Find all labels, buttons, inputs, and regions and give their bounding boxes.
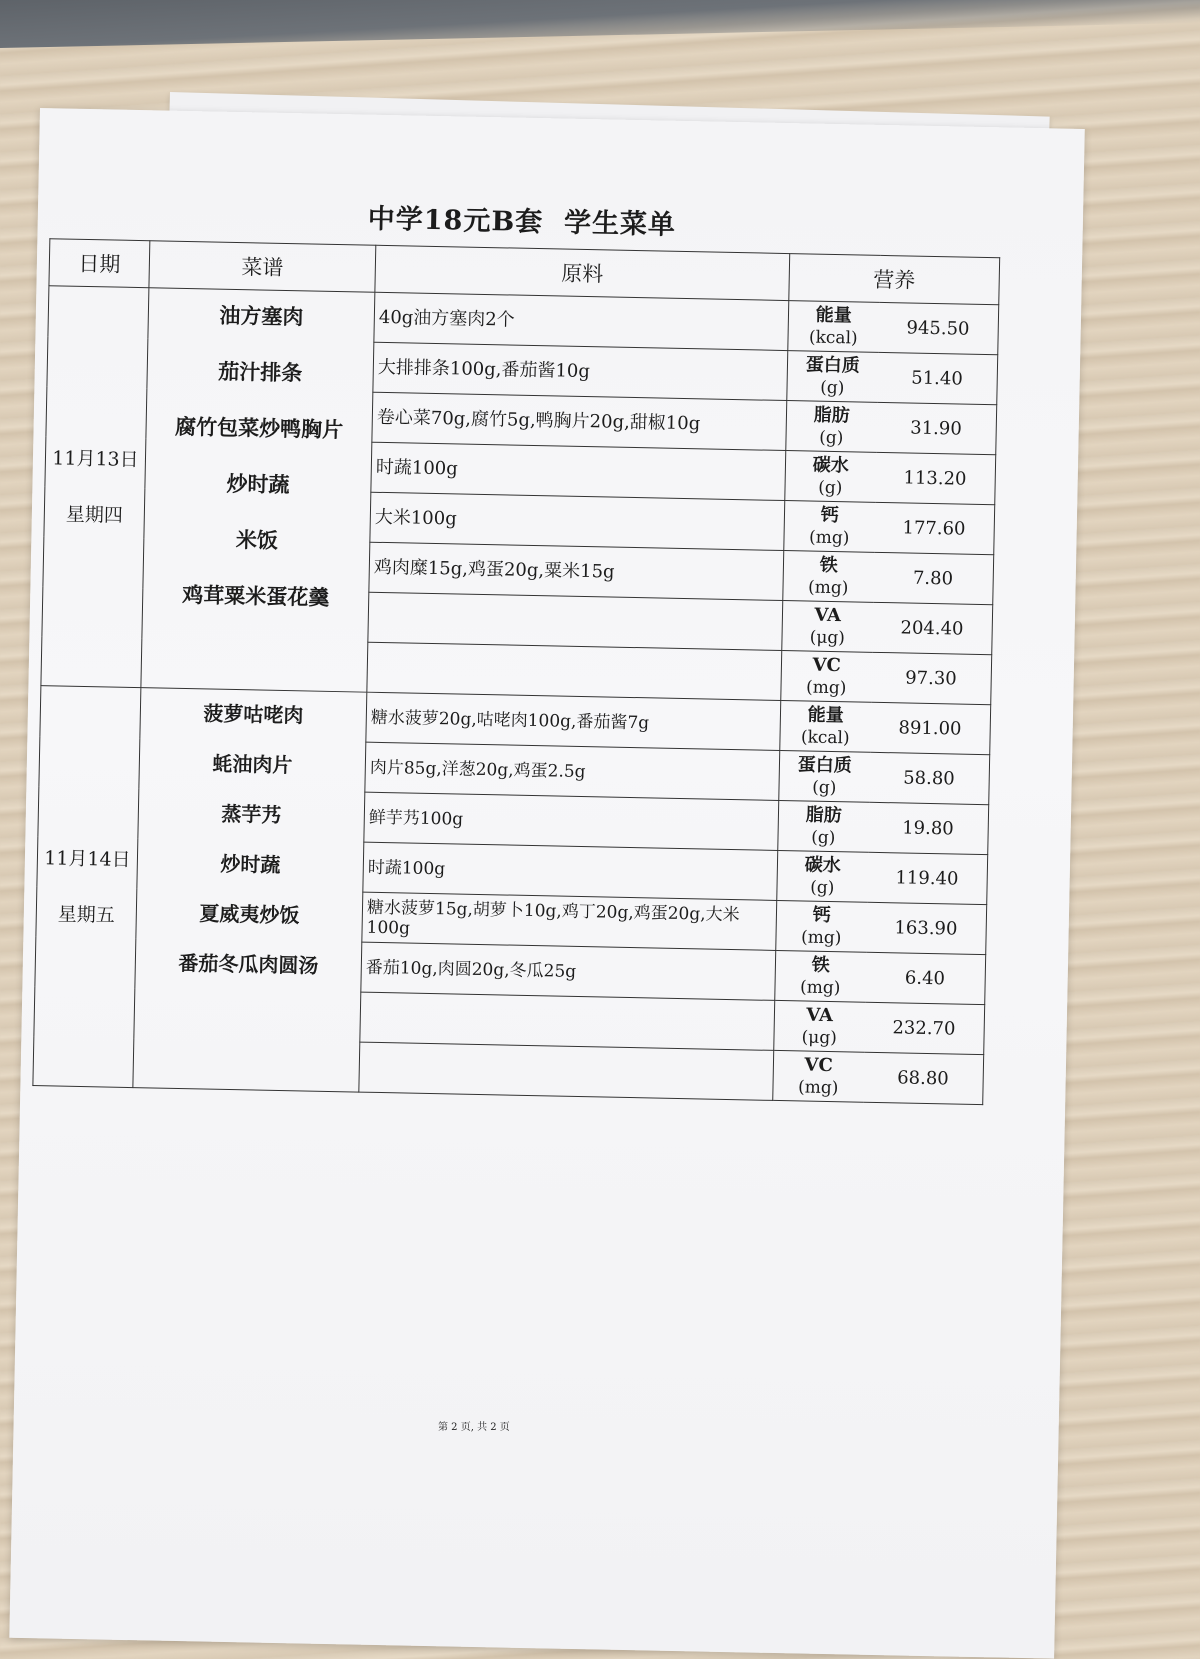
nutrient-label-cell xyxy=(779,750,870,802)
nutrient-name: 钙 xyxy=(812,904,831,926)
nutrient-name: 蛋白质 xyxy=(805,353,860,377)
date-cell xyxy=(33,686,141,1088)
nutrient-name: VA xyxy=(814,604,842,626)
dish-name: 番茄冬瓜肉圆汤 xyxy=(178,950,319,978)
nutrient-unit: (mg) xyxy=(805,676,847,698)
nutrient-label-cell xyxy=(781,650,872,702)
nutrient-value: 119.40 xyxy=(867,852,988,904)
ingredient-cell: 卷心菜70g,腐竹5g,鸭胸片20g,甜椒10g xyxy=(372,392,787,450)
nutrient-value: 6.40 xyxy=(865,952,986,1004)
nutrient-unit: (g) xyxy=(820,377,845,398)
date-text: 11月13日 xyxy=(52,446,139,471)
nutrient-unit: (mg) xyxy=(807,577,849,598)
nutrient-unit: (mg) xyxy=(799,976,841,998)
dish-name: 炒时蔬 xyxy=(220,851,281,877)
header-recipe: 菜谱 xyxy=(149,241,376,293)
nutrient-name: 蛋白质 xyxy=(797,753,852,776)
nutrient-unit: (μg) xyxy=(801,1026,838,1048)
nutrient-label-cell xyxy=(786,401,877,453)
weekday-text: 星期五 xyxy=(57,903,116,927)
ingredient-cell: 时蔬100g xyxy=(371,442,786,500)
nutrient-value: 891.00 xyxy=(870,702,991,754)
nutrient-unit: (g) xyxy=(809,877,835,898)
dish-name: 鸡茸粟米蛋花羹 xyxy=(182,581,330,610)
dish-name: 蚝油肉片 xyxy=(212,751,293,778)
nutrient-label-cell xyxy=(774,1000,865,1052)
ingredient-cell xyxy=(360,992,775,1050)
nutrient-value: 7.80 xyxy=(873,552,994,604)
dish-name: 菠萝咕咾肉 xyxy=(203,701,304,728)
dish-name: 蒸芋艿 xyxy=(221,801,282,827)
nutrient-unit: (mg) xyxy=(797,1076,839,1098)
nutrient-name: 碳水 xyxy=(804,854,841,876)
nutrient-value: 113.20 xyxy=(875,452,996,504)
ingredient-cell: 糖水菠萝20g,咕咾肉100g,番茄酱7g xyxy=(366,692,781,750)
nutrient-label-cell xyxy=(777,850,868,902)
recipe-cell xyxy=(133,688,367,1092)
nutrient-name: 能量 xyxy=(807,704,844,726)
ingredient-cell: 鸡肉糜15g,鸡蛋20g,粟米15g xyxy=(369,542,784,600)
dish-name: 油方塞肉 xyxy=(219,302,304,330)
nutrient-value: 97.30 xyxy=(871,652,992,704)
nutrient-name: 钙 xyxy=(820,504,839,526)
ingredient-cell: 大排排条100g,番茄酱10g xyxy=(373,342,788,400)
header-date: 日期 xyxy=(49,239,150,288)
nutrient-unit: (kcal) xyxy=(808,326,858,348)
ingredient-cell: 时蔬100g xyxy=(363,842,778,900)
nutrient-label-cell xyxy=(785,451,876,503)
dish-name: 夏威夷炒饭 xyxy=(199,901,300,928)
nutrient-name: VA xyxy=(806,1004,834,1026)
ingredient-cell xyxy=(359,1042,774,1100)
recipe-cell xyxy=(141,288,375,692)
dish-name: 米饭 xyxy=(235,527,279,553)
nutrient-unit: (g) xyxy=(818,477,843,498)
nutrient-value: 204.40 xyxy=(872,602,993,654)
header-ingredients: 原料 xyxy=(375,245,790,300)
dish-name: 茄汁排条 xyxy=(218,358,303,386)
nutrient-name: VC xyxy=(804,1054,834,1076)
nutrient-label-cell xyxy=(787,351,878,403)
nutrient-value: 232.70 xyxy=(864,1002,985,1054)
page-footer: 第 2 页, 共 2 页 xyxy=(438,1422,510,1433)
nutrient-value: 58.80 xyxy=(869,752,990,804)
nutrient-name: 脂肪 xyxy=(805,804,842,826)
nutrient-label-cell xyxy=(782,601,873,653)
nutrient-label-cell xyxy=(788,301,879,353)
nutrient-value: 19.80 xyxy=(868,802,989,854)
nutrient-name: VC xyxy=(812,654,842,676)
ingredient-cell: 肉片85g,洋葱20g,鸡蛋2.5g xyxy=(365,742,780,800)
menu-table xyxy=(32,238,1000,1105)
nutrient-name: 铁 xyxy=(819,554,838,576)
nutrient-label-cell xyxy=(780,700,871,752)
dish-name: 炒时蔬 xyxy=(226,470,290,498)
nutrient-label-cell xyxy=(783,551,874,603)
nutrient-unit: (μg) xyxy=(809,627,846,648)
nutrient-value: 51.40 xyxy=(877,352,998,404)
nutrient-unit: (kcal) xyxy=(800,726,850,748)
weekday-text: 星期四 xyxy=(65,503,124,527)
nutrient-value: 68.80 xyxy=(863,1052,984,1104)
nutrient-label-cell xyxy=(778,800,869,852)
menu-paper-sheet xyxy=(9,108,1084,1659)
nutrient-unit: (mg) xyxy=(800,926,842,948)
date-cell xyxy=(41,286,149,688)
nutrient-unit: (g) xyxy=(811,777,837,798)
ingredient-cell: 40g油方塞肉2个 xyxy=(374,292,789,350)
nutrient-value: 31.90 xyxy=(876,402,997,454)
nutrient-value: 177.60 xyxy=(874,502,995,554)
page-title: 中学18元B套 学生菜单 xyxy=(367,203,677,241)
nutrient-name: 能量 xyxy=(815,304,852,326)
monitor-edge xyxy=(0,0,1200,48)
ingredient-cell: 大米100g xyxy=(370,492,785,550)
ingredient-cell xyxy=(368,592,783,650)
nutrient-name: 脂肪 xyxy=(813,404,850,426)
nutrient-value: 163.90 xyxy=(866,902,987,954)
nutrient-unit: (g) xyxy=(819,427,844,448)
nutrient-value: 945.50 xyxy=(878,302,999,354)
nutrient-label-cell xyxy=(776,900,867,952)
nutrient-unit: (g) xyxy=(810,827,836,848)
nutrient-label-cell xyxy=(784,501,875,553)
nutrient-label-cell xyxy=(773,1050,864,1102)
ingredient-cell: 鲜芋艿100g xyxy=(364,792,779,850)
nutrient-unit: (mg) xyxy=(808,527,850,548)
nutrient-name: 铁 xyxy=(811,954,830,976)
ingredient-cell: 番茄10g,肉圆20g,冬瓜25g xyxy=(361,942,776,1000)
dish-name: 腐竹包菜炒鸭胸片 xyxy=(174,413,344,443)
ingredient-cell xyxy=(367,642,782,700)
nutrient-label-cell xyxy=(775,950,866,1002)
date-text: 11月14日 xyxy=(44,846,131,871)
ingredient-cell: 糖水菠萝15g,胡萝卜10g,鸡丁20g,鸡蛋20g,大米100g xyxy=(362,892,777,950)
header-nutrition: 营养 xyxy=(789,254,1000,305)
nutrient-name: 碳水 xyxy=(812,454,849,476)
